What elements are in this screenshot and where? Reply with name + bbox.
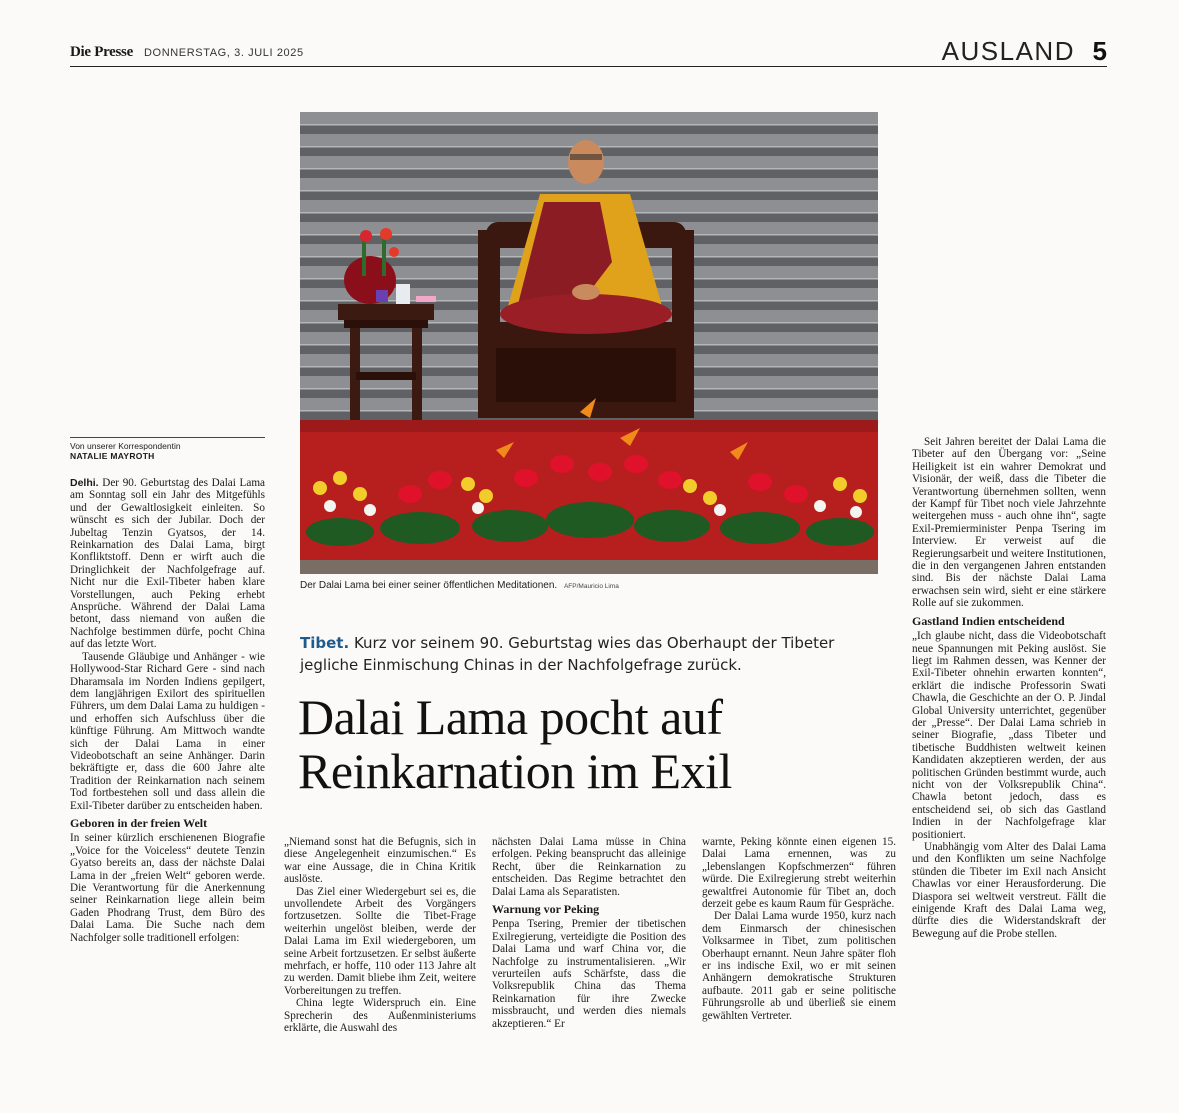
paragraph: Tausende Gläubige und Anhänger - wie Hollywood-Star Richard Gere - sind nach Dharamsala im Norden Indiens gepilgert, dem langjährigen Exilort des spirituellen Führers, um dem Dalai Lama zu huldigen - und erhoffen sich Aufschluss über die künftige Führung. Am Mittwoch wandte sich der Dalai Lama in einer Videobotschaft an seine Anhänger. Darin bekräftigte er, dass die 600 Jahre alte Tradition der Reinkarnation nach seinem Tod fortbestehen soll und dass allein die Exil-Tibeter darüber zu entscheiden haben. bbox=[70, 650, 265, 812]
paragraph: „Niemand sonst hat die Befugnis, sich in diese Angelegenheit einzumischen.“ Es war eine Aussage, die in China Kritik auslöste. bbox=[284, 836, 476, 886]
article-column-5 bbox=[912, 436, 1106, 940]
subheading: Warnung vor Peking bbox=[492, 902, 600, 917]
photo-credit: AFP/Mauricio Lima bbox=[563, 583, 619, 590]
paragraph: Das Ziel einer Wiedergeburt sei es, die unvollendete Arbeit des Vorgängers fortzusetzen. Sollte die Tibet-Frage weiterhin ungelöst bleiben, werde der Dalai Lama im Exil wiedergeboren, um seine Arbeit fortzusetzen. Er selbst äußerte mehrfach, er hoffe, 110 oder 113 Jahre alt zu werden. Damit bliebe ihm Zeit, weitere Vorbereitungen zu treffen. bbox=[284, 885, 476, 997]
issue-date: DONNERSTAG, 3. JULI 2025 bbox=[144, 47, 304, 59]
paragraph: Delhi. Der 90. Geburtstag des Dalai Lama am Sonntag soll ein Jahr des Mitgefühls und der Gewaltlosigkeit einleiten. So wünscht es sich der Jubilar. Doch der Jubeltag Tenzin Gyatsos, der 14. Reinkarnation des Dalai Lama, birgt Konfliktstoff. Denn er wirft auch die Dringlichkeit der Nachfolgefrage auf. Nicht nur die Exil-Tibeter haben klare Vorstellungen, auch Peking erhebt Ansprüche. Während der Dalai Lama betont, dass niemand von außen die Nachfolge bestimmen dürfe, pocht China auf das letzte Wort. bbox=[70, 477, 266, 651]
article-column-1 bbox=[70, 477, 265, 944]
meditation-photo-illustration bbox=[300, 112, 878, 574]
paragraph: Penpa Tsering, Premier der tibetischen Exilregierung, verteidigte die Position des Dalai Lama und warf China vor, die Nachfolge zu instrumentalisieren. „Wir verurteilen aufs Schärfste, dass die Volksrepublik China das Thema Reinkarnation für ihre Zwecke missbraucht, und werden dies niemals akzeptieren.“ Er bbox=[492, 918, 686, 1030]
paragraph: „Ich glaube nicht, dass die Videobotschaft neue Spannungen mit Peking auslöst. Sie liegt im Rahmen dessen, was Kenner der Exil-Tibeter ohnehin erwarten konnten“, erklärt die indische Professorin Swati Chawla, die Geschichte an der O. P. Jindal Global University unterrichtet, gegenüber der „Presse“. Der Dalai Lama schrieb in seiner Biografie, „dass Tibeter und tibetische Buddhisten weltweit keinen Kandidaten akzeptieren werden, der aus politischen Gründen bestimmt wurde, auch nicht von der Volksrepublik China“. Chawla betont jedoch, dass es entscheidend sei, ob sich das Gastland Indien in der Nachfolgefrage klar positioniert. bbox=[912, 630, 1106, 841]
photo-caption bbox=[300, 580, 878, 591]
teaser bbox=[300, 632, 880, 676]
caption-text: Der Dalai Lama bei einer seiner öffentlichen Meditationen. bbox=[300, 580, 558, 591]
byline bbox=[70, 437, 265, 461]
paragraph: Der Dalai Lama wurde 1950, kurz nach dem Einmarsch der chinesischen Volksarmee in Tibet, zum politischen Oberhaupt ernannt. Neun Jahre später floh er ins indische Exil, wo er mit seinen Anhängern demokratische Strukturen aufbaute. 2011 gab er seine politische Führungsrolle ab und überließ sie einem gewählten Vertreter. bbox=[702, 910, 896, 1022]
section-name: AUSLAND bbox=[941, 36, 1075, 66]
article-column-3 bbox=[492, 836, 686, 1030]
subheading: Geboren in der freien Welt bbox=[70, 815, 208, 830]
kicker: Tibet. bbox=[300, 634, 350, 652]
paragraph: In seiner kürzlich erschienenen Biografie „Voice for the Voiceless“ deutete Tenzin Gyatso bereits an, dass der nächste Dalai Lama in der „freien Welt“ geboren werde. Die Verantwortung für die Anerkennung seiner Reinkarnation liege allein beim Gaden Phodrang Trust, dem Büro des Dalai Lama. Die Suche nach dem Nachfolger solle traditionell erfolgen: bbox=[70, 832, 265, 944]
byline-label: Von unserer Korrespondentin bbox=[70, 441, 181, 451]
paragraph: China legte Widerspruch ein. Eine Sprecherin des Außenministeriums erklärte, die Auswahl des bbox=[284, 997, 476, 1035]
article-column-4 bbox=[702, 836, 896, 1022]
subheading: Gastland Indien entscheidend bbox=[912, 613, 1065, 628]
headline-line-1: Dalai Lama pocht auf bbox=[298, 689, 723, 745]
byline-name: NATALIE MAYROTH bbox=[70, 451, 155, 461]
article-column-2 bbox=[284, 836, 476, 1035]
newspaper-name: Die Presse bbox=[70, 44, 133, 60]
headline-line-2: Reinkarnation im Exil bbox=[298, 743, 732, 799]
paragraph: warnte, Peking könnte einen eigenen 15. Dalai Lama ernennen, was zu „lebenslangen Kopfschmerzen“ führen würde. Die Exilregierung strebt weiterhin gewaltfrei Autonomie für Tibet an, doch derzeit gebe es kaum Raum für Gespräche. bbox=[702, 836, 896, 911]
headline bbox=[298, 690, 888, 798]
paragraph: nächsten Dalai Lama müsse in China erfolgen. Peking beansprucht das alleinige Recht, über die Reinkarnation zu entscheiden. Das Regime betrachtet den Dalai Lama als Separatisten. bbox=[492, 836, 686, 898]
dateline: Delhi. bbox=[70, 477, 99, 489]
paragraph: Seit Jahren bereitet der Dalai Lama die Tibeter auf den Übergang vor: „Seine Heiligkeit ist ein wahrer Demokrat und Visionär, der weiß, dass die Tibeter die Verantwortung übernehmen sollten, wenn der Kampf für Tibet noch viele Jahrzehnte weitergehen muss - auch ohne ihn“, sagte Exil-Premierminister Penpa Tsering im Interview. Er verweist auf die Regierungsarbeit und weitere Institutionen, die in den vergangenen Jahren entstanden sind. Bis der nächste Dalai Lama erwachsen sein wird, sieht er eine stärkere Rolle auf sie zukommen. bbox=[912, 436, 1106, 610]
masthead bbox=[70, 36, 1107, 67]
teaser-text: Kurz vor seinem 90. Geburtstag wies das Oberhaupt der Tibeter jegliche Einmischung Chinas in der Nachfolgefrage zurück. bbox=[300, 634, 835, 674]
page-number: 5 bbox=[1092, 36, 1107, 66]
paragraph: Unabhängig vom Alter des Dalai Lama und den Konflikten um seine Nachfolge stünden die Tibeter im Exil nach Ansicht Chawlas vor einer Herausforderung. Die Diaspora sei weltweit verstreut. Fällt die einigende Kraft des Dalai Lama weg, dürfte dies die Widerstandskraft der Bewegung auf die Probe stellen. bbox=[912, 841, 1106, 940]
lead-photo bbox=[300, 112, 878, 574]
